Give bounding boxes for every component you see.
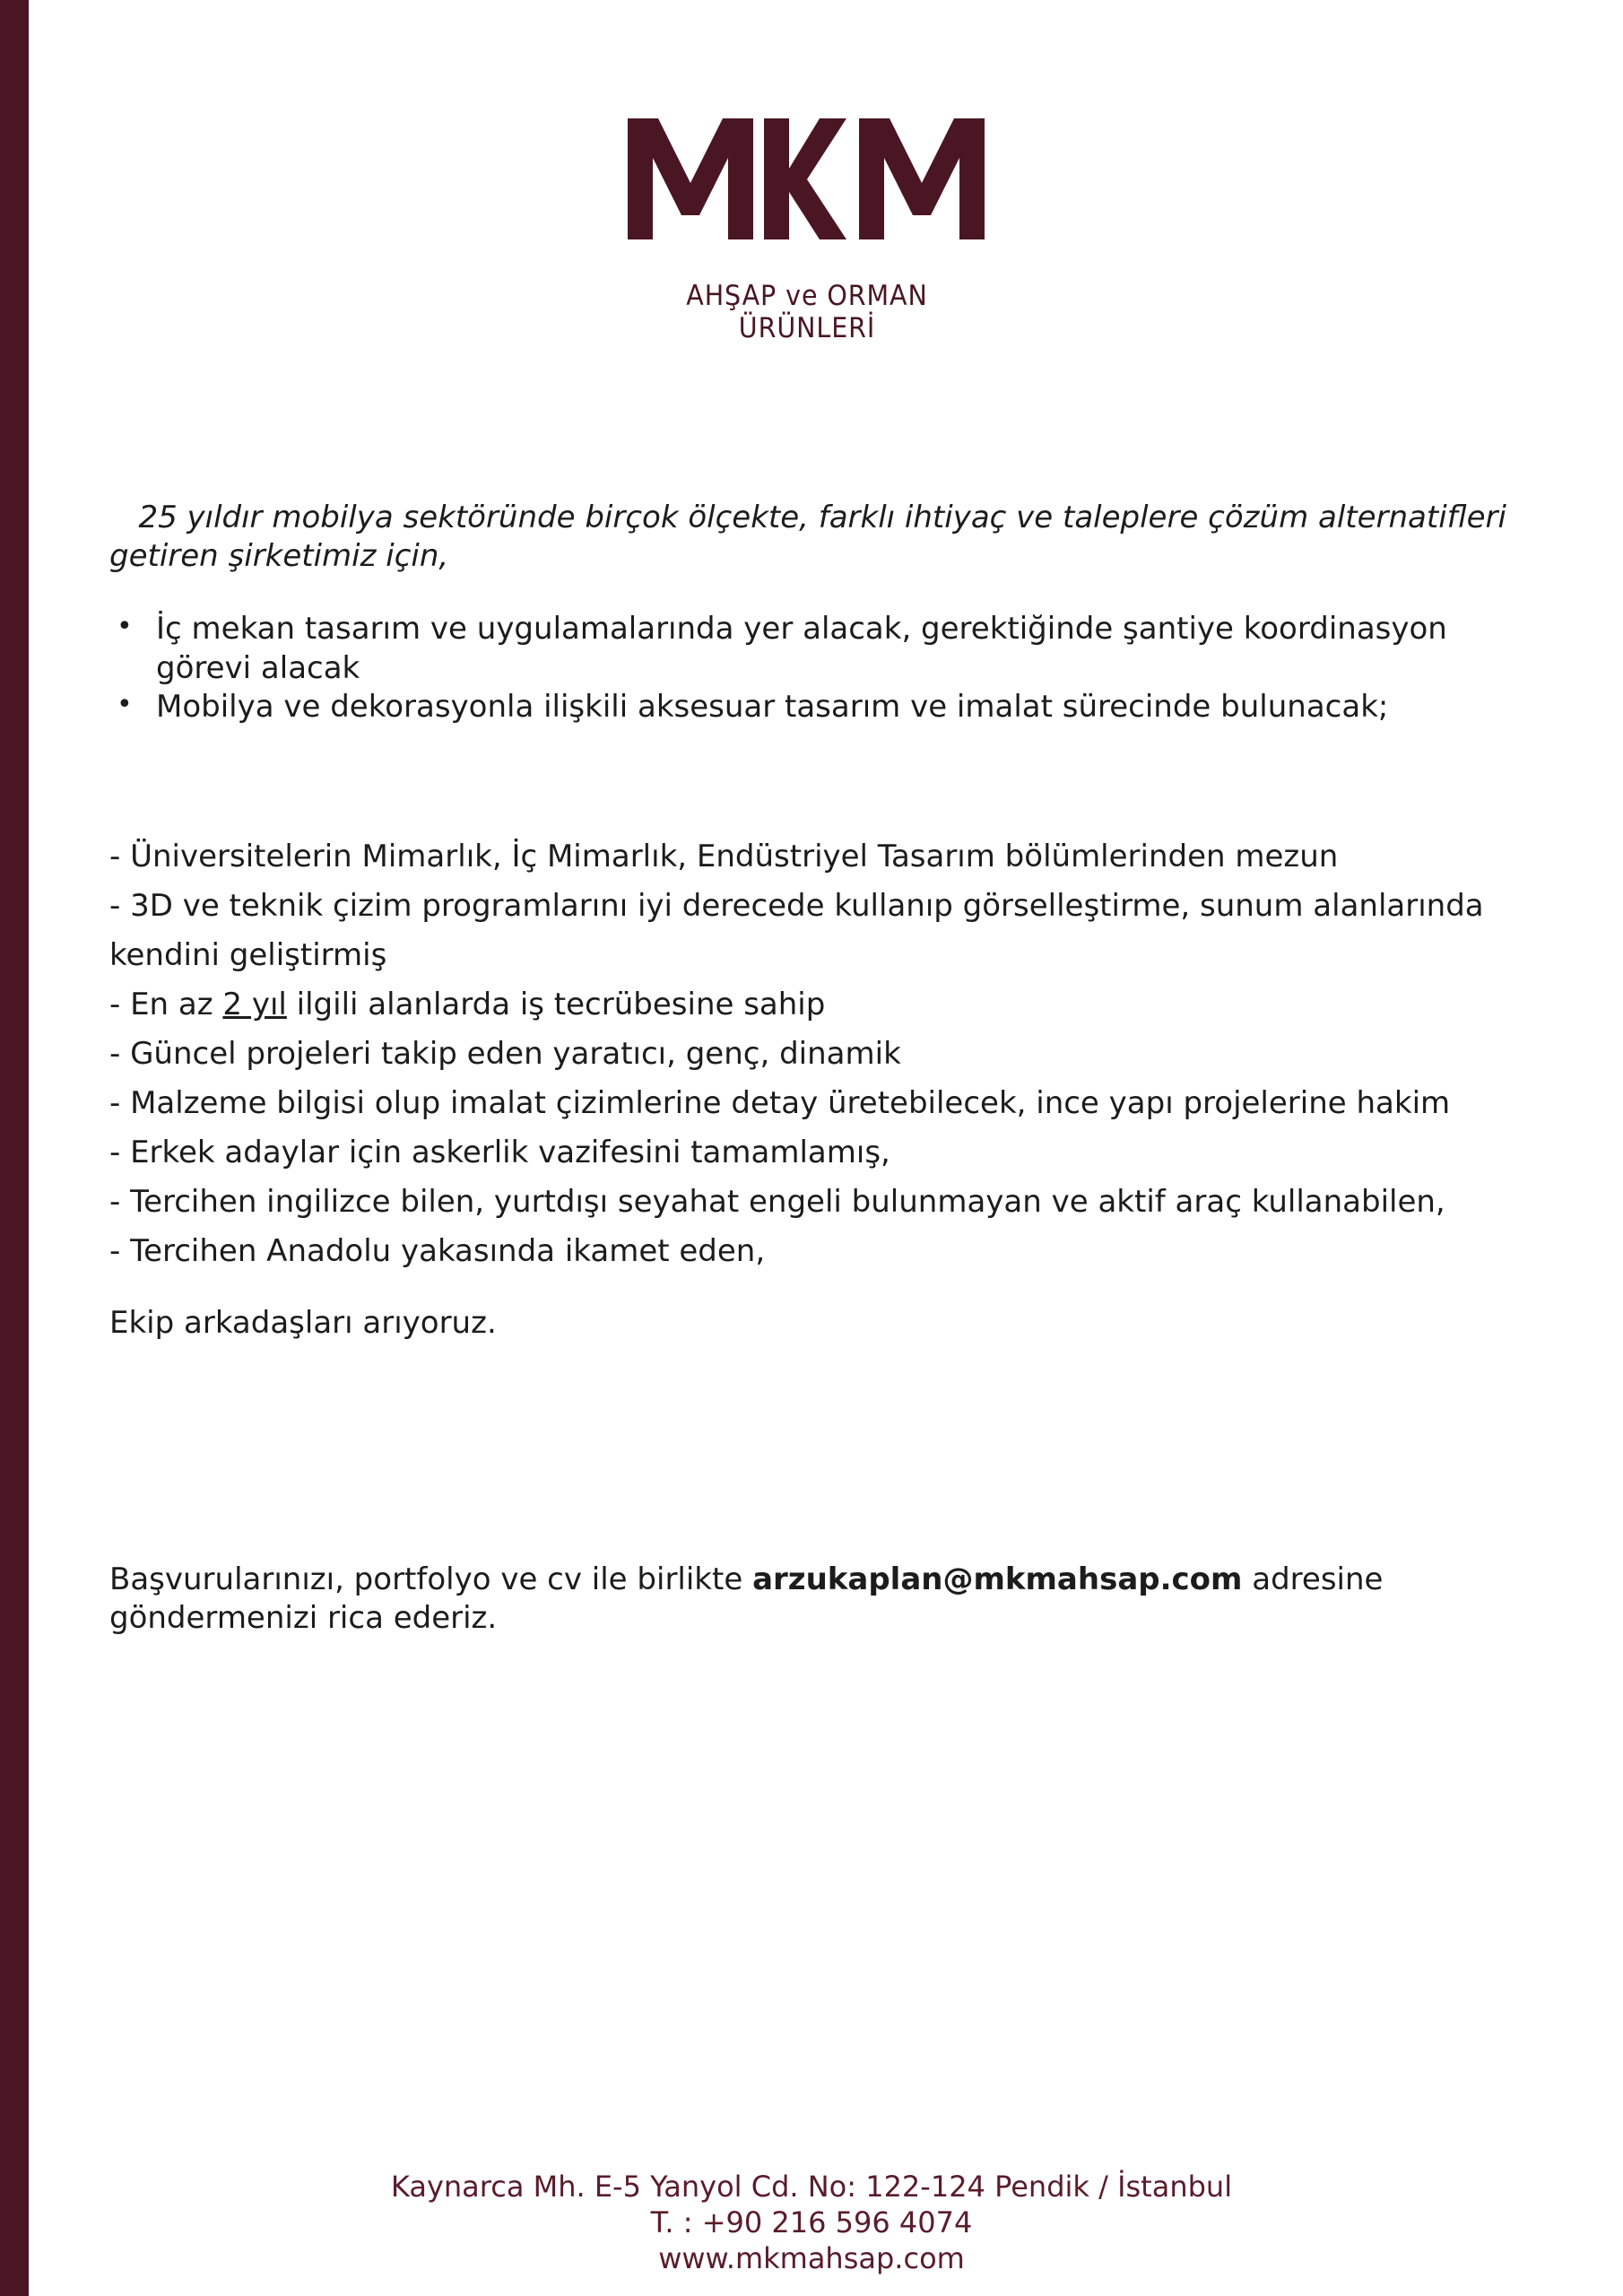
list-item: - Tercihen Anadolu yakasında ikamet eden, <box>109 1233 766 1270</box>
intro-paragraph <box>109 499 1544 576</box>
apply-suffix: adresine göndermenizi rica ederiz. <box>109 1561 1384 1636</box>
list-item <box>109 610 1544 687</box>
side-accent-bar <box>0 0 29 2296</box>
list-item: - Üniversitelerin Mimarlık, İç Mimarlık, Endüstriyel Tasarım bölümlerinden mezun <box>109 838 1339 874</box>
experience-years: 2 yıl <box>222 987 287 1023</box>
bullet-text: Mobilya ve dekorasyonla ilişkili aksesuar tasarım ve imalat sürecinde bulunacak; <box>156 688 1389 725</box>
role-bullet-list <box>109 610 1544 726</box>
list-item: - 3D ve teknik çizim programlarını iyi derecede kullanıp görselleştirme, sunum alanlarında kendini geliştirmiş <box>109 887 1484 974</box>
bullet-icon: • <box>117 611 133 643</box>
footer-phone: T. : +90 216 596 4074 <box>650 2205 973 2239</box>
requirement-prefix: - En az <box>109 987 223 1023</box>
brand-tagline: AHŞAP ve ORMAN ÜRÜNLERİ <box>686 280 928 344</box>
apply-prefix: Başvurularınızı, portfolyo ve cv ile birlikte <box>109 1561 753 1597</box>
intro-text: 25 yıldır mobilya sektöründe birçok ölçekte, farklı ihtiyaç ve taleplere çözüm alternatifleri getiren şirketimiz için, <box>109 500 1506 575</box>
list-item <box>109 980 1544 1030</box>
contact-email-link[interactable]: arzukaplan@mkmahsap.com <box>752 1561 1243 1597</box>
job-posting-body <box>109 499 1544 1638</box>
list-item: - Güncel projeleri takip eden yaratıcı, genç, dinamik <box>109 1036 901 1073</box>
mkm-logo <box>628 118 986 239</box>
requirement-suffix: ilgili alanlarda iş tecrübesine sahip <box>286 987 826 1023</box>
list-item: - Malzeme bilgisi olup imalat çizimlerine detay üretebilecek, ince yapı projelerine hakim <box>109 1085 1451 1122</box>
bullet-text: İç mekan tasarım ve uygulamalarında yer alacak, gerektiğinde şantiye koordinasyon görevi alacak <box>156 611 1447 686</box>
list-item: - Erkek adaylar için askerlik vazifesini tamamlamış, <box>109 1135 890 1171</box>
page-footer <box>0 2169 1623 2276</box>
list-item: - Tercihen ingilizce bilen, yurtdışı seyahat engeli bulunmayan ve aktif araç kullanabilen, <box>109 1184 1445 1221</box>
application-instructions <box>109 1561 1544 1638</box>
list-item <box>109 688 1544 726</box>
footer-address: Kaynarca Mh. E-5 Yanyol Cd. No: 122-124 Pendik / İstanbul <box>390 2170 1233 2204</box>
requirements-list <box>109 832 1544 1277</box>
footer-website-link[interactable]: www.mkmahsap.com <box>658 2241 965 2275</box>
bullet-icon: • <box>117 688 133 720</box>
closing-line: Ekip arkadaşları arıyoruz. <box>109 1304 497 1341</box>
